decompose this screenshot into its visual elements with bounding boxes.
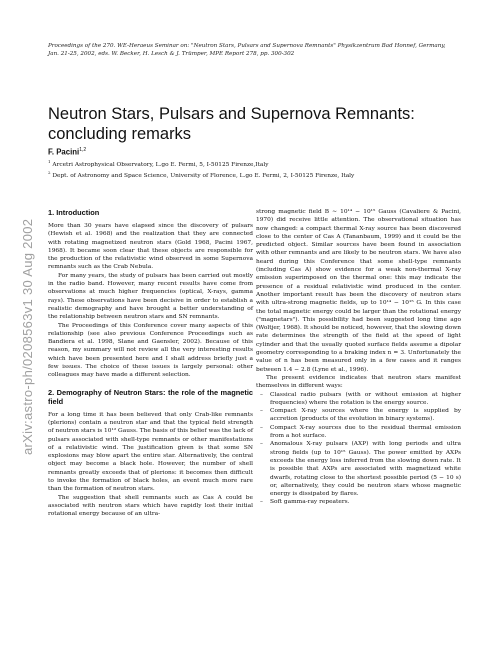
author-name: F. Pacini	[48, 147, 80, 157]
list-item: – Compact X-ray sources where the energy is supplied by accretion (products of the evolution in binary systems).	[266, 407, 461, 424]
section-2-heading: 2. Demography of Neutron Stars: the role of the magnetic field	[48, 387, 253, 406]
paper-title: Neutron Stars, Pulsars and Supernova Remnants: concluding remarks	[48, 105, 415, 143]
section-1-heading: 1. Introduction	[48, 208, 100, 217]
right-paragraph-1: strong magnetic field B ∼ 10¹⁴ − 10¹⁵ Gauss (Cavaliere & Pacini, 1970) did receive little attention. The observational situation has now changed: a compact thermal X-ray source has been discovered close to the center of Cas A (Tananbaum, 1999) and it could be the predicted object. Similar sources have been found in association with other remnants and are likely to be neutron stars. We have also heard during this Conference that some shell-type remnants (including Cas A) show evidence for a weak non-thermal X-ray emission superimposed on the thermal one: this may indicate the presence of a residual relativistic wind produced in the center. Another important result has been the discovery of neutron stars with ultra-strong magnetic fields, up to 10¹⁴ − 10¹⁵ G. In this case the total magnetic energy could be larger than the rotational energy ("magnetars"). This possibility had been suggested long time ago (Woltjer, 1968). It should be noticed, however, that the slowing down rate determines the strength of the field at the speed of light cylinder and that the usually quoted surface fields assume a dipolar geometry corresponding to a braking index n = 3. Unfortunately the value of n has been measured only in a few cases and it ranges between 1.4 − 2.8 (Lyne et al., 1996).	[256, 209, 461, 373]
affiliation-2: $^2$ Dept. of Astronomy and Space Science, University of Florence, L.go E. Fermi, 2, I-50125 Firenze, Italy	[48, 170, 355, 180]
section-1-paragraph-3: The Proceedings of this Conference cover many aspects of this relationship (see also previous Conference Proceedings such as Bandiera et al. 1998, Slane and Gaensler, 2002). Because of this reason, my summary will not review all the very interesting results which have been presented here and I shall address briefly just a few issues. The choice of these issues is largely personal: other colleagues may have made a different selection.	[48, 322, 253, 379]
list-item: – Classical radio pulsars (with or without emission at higher frequencies) where the rotation is the energy source.	[266, 391, 461, 408]
arxiv-id-text: arXiv:astro-ph/0208563v1 30 Aug 2002	[20, 218, 35, 455]
list-item: – Compact X-ray sources due to the residual thermal emission from a hot surface.	[266, 424, 461, 441]
proceedings-header: Proceedings of the 270. WE-Heraeus Seminar on: "Neutron Stars, Pulsars and Supernova Remnants" Physikzentrum Bad Honnef, Germany, Jan. 21-25, 2002, eds. W. Becker, H. Lesch & J. Trümper, MPE Report 278, pp. 300-302	[48, 43, 446, 57]
section-2-paragraph-2: The suggestion that shell remnants such as Cas A could be associated with neutron stars which have rapidly lost their initial rotational energy because of an ultra-	[48, 494, 253, 518]
left-column	[48, 208, 253, 519]
list-item: – Soft gamma-ray repeaters.	[266, 498, 461, 506]
section-1-paragraph-2: For many years, the study of pulsars has been carried out mostly in the radio band. However, many recent results have come from observations at much higher frequencies (optical, X-rays, gamma rays). These observations have been decisive in order to establish a realistic demography and have brought a better understanding of the relationship between neutron stars and SN remnants.	[48, 272, 253, 321]
list-item: – Anomalous X-ray pulsars (AXP) with long periods and ultra strong fields (up to 10¹⁵ Gauss). The power emitted by AXPs exceeds the energy loss inferred from the slowing down rate. It is possible that AXPs are associated with magnetized white dwarfs, rotating close to the shortest possible period (5 − 10 s) or, alternatively, they could be neutron stars whose magnetic energy is dissipated by flares.	[266, 440, 461, 498]
right-column	[256, 208, 461, 507]
arxiv-identifier-stamp	[4, 155, 40, 455]
right-paragraph-2: The present evidence indicates that neutron stars manifest themselves in different ways:	[256, 374, 461, 390]
affiliation-1: $^1$ Arcetri Astrophysical Observatory, L.go E. Fermi, 5, I-50125 Firenze,Italy	[48, 159, 269, 168]
section-1-paragraph-1: More than 30 years have elapsed since the discovery of pulsars (Hewish et al. 1968) and the realization that they are connected with rotating magnetized neutron stars (Gold 1968, Pacini 1967, 1968). It became soon clear that these objects are responsible for the production of the relativistic wind observed in some Supernova remnants such as the Crab Nebula.	[48, 223, 253, 271]
section-2-paragraph-1: For a long time it has been believed that only Crab-like remnants (plerions) contain a neutron star and that the typical field strength of neutron stars is 10¹² Gauss. The basis of this belief was the lack of pulsars associated with shell-type remnants or other manifestations of a relativistic wind. The justification given is that some SN explosions may blow apart the entire star. Alternatively, the central object may become a black hole. However, the number of shell remnants greatly exceeds that of plerions: it becomes then difficult to invoke the formation of black holes, an event much more rare than the formation of neutron stars.	[48, 411, 253, 493]
neutron-star-manifestations-list	[256, 391, 461, 507]
author-line	[48, 147, 86, 157]
author-affil-marks: 1,2	[79, 147, 87, 153]
affiliations	[48, 158, 468, 181]
